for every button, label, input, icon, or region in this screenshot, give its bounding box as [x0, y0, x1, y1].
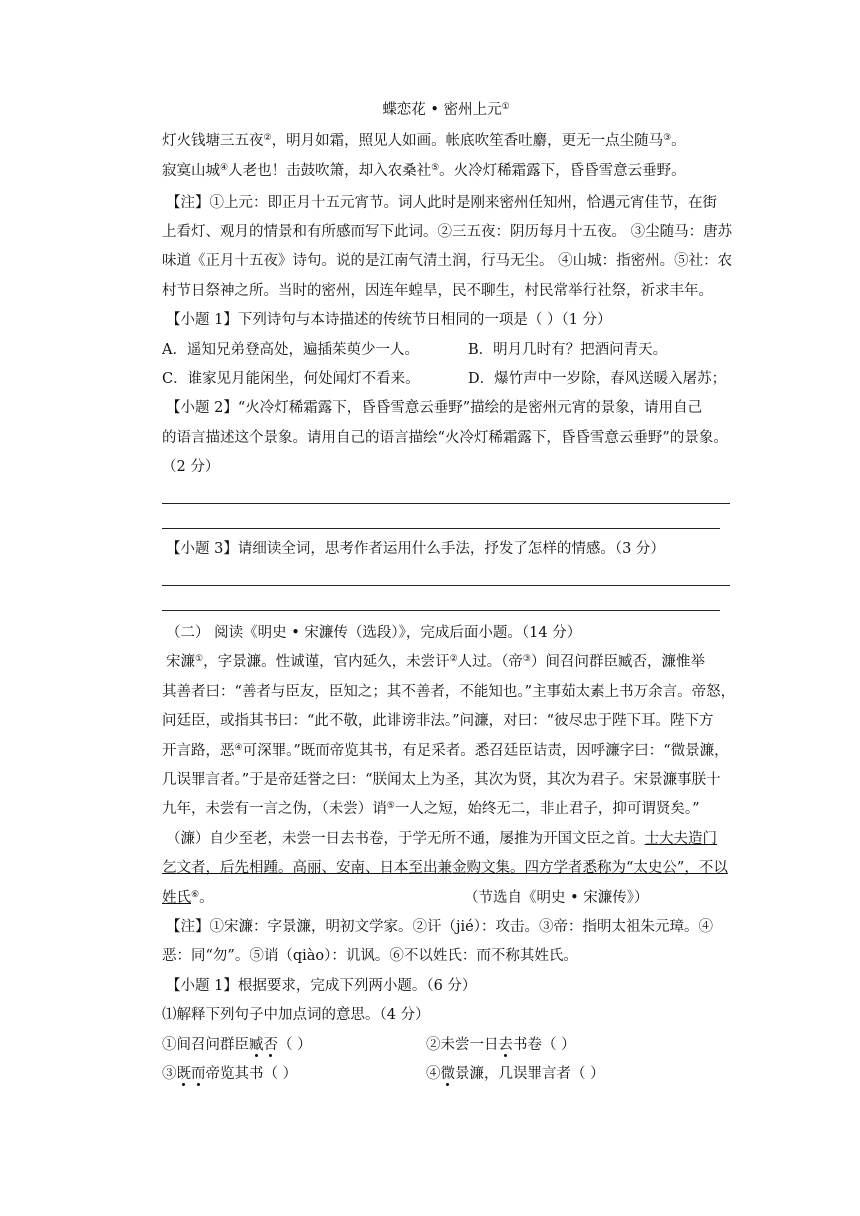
answer-line[interactable] [162, 503, 730, 504]
q1-option-c: C．谁家见月能闲坐，何处闻灯不看来。 [162, 371, 420, 387]
passage-line-5: 几误罪言者。”于是帝廷誉之曰：“朕闻太上为圣，其次为贤，其次为君子。宋景濂事朕十 [162, 772, 721, 788]
note1-line-1: 【注】①上元：即正月十五元宵节。词人此时是刚来密州任知州，恰遇元宵佳节，在街 [166, 195, 717, 211]
answer-line[interactable] [162, 610, 720, 611]
passage-line-9: 姓氏⑥。 [162, 890, 214, 906]
poem-line-2: 寂寞山城④人老也！击鼓吹箫，却入农桑社⑤。火冷灯稀霜露下，昏昏雪意云垂野。 [162, 163, 686, 179]
q1-option-b: B．明月几时有？把酒问青天。 [468, 342, 668, 358]
answer-line[interactable] [162, 585, 730, 586]
note1-line-3: 味道《正月十五夜》诗句。说的是江南气清土润，行马无尘。 ④山城：指密州。⑤社：农 [162, 253, 733, 269]
sq1-item-2: ②未尝一日去书卷（ ） [426, 1037, 576, 1053]
passage-line-3: 问廷臣，或指其书曰：“此不敬，此诽谤非法。”问濂，对曰：“彼尽忠于陛下耳。陛下方 [162, 713, 714, 729]
answer-line[interactable] [162, 528, 720, 529]
poem-title: 蝶恋花 • 密州上元① [382, 102, 510, 118]
passage-line-6: 九年，未尝有一言之伪，（未尝）诮⑤一人之短，始终无二，非止君子，抑可谓贤矣。” [162, 801, 700, 817]
note2-line-2: 恶：同“勿”。⑤诮（qiào）：讥讽。⑥不以姓氏：而不称其姓氏。 [162, 948, 578, 964]
sq1-sub: ⑴解释下列句子中加点词的意思。（4 分） [162, 1007, 430, 1023]
note1-line-4: 村节日祭神之所。当时的密州，因连年蝗旱，民不聊生，村民常举行社祭，祈求丰年。 [162, 283, 713, 299]
passage-line-4: 开言路，恶④可深罪。”既而帝览其书，有足采者。悉召廷臣诘责，因呼濂字曰：“微景濂， [162, 743, 729, 759]
sq1-stem: 【小题 1】根据要求，完成下列两小题。（6 分） [166, 978, 477, 994]
passage-line-1: 宋濂①，字景濂。性诚谨，官内延久，未尝讦②人过。（帝③）间召问群臣臧否，濂惟举 [166, 654, 705, 670]
sq1-item-3: ③既而帝览其书（ ） [162, 1066, 298, 1082]
passage-line-7: （濂）自少至老，未尝一日去书卷，于学无所不通，屡推为开国文臣之首。士大夫造门 [166, 831, 717, 847]
passage-source: （节选自《明史 • 宋濂传》） [464, 890, 649, 906]
passage-line-2: 其善者曰：“善者与臣友，臣知之；其不善者，不能知也。”主事茹太素上书万余言。帝怒， [162, 684, 736, 700]
q1-option-d: D．爆竹声中一岁除，春风送暖入屠苏； [468, 371, 727, 387]
q2-line-2: 的语言描述这个景象。请用自己的语言描绘“火冷灯稀霜露下，昏昏雪意云垂野”的景象。 [162, 430, 728, 446]
q2-line-1: 【小题 2】“火冷灯稀霜露下，昏昏雪意云垂野”描绘的是密州元宵的景象，请用自己 [166, 400, 703, 416]
poem-line-1: 灯火钱塘三五夜②，明月如霜，照见人如画。帐底吹笙香吐麝，更无一点尘随马③。 [162, 133, 686, 149]
sq1-item-4: ④微景濂，几误罪言者（ ） [426, 1066, 605, 1082]
q2-line-3: （2 分） [162, 459, 220, 475]
note1-line-2: 上看灯、观月的情景和有所感而写下此词。②三五夜：阴历每月十五夜。 ③尘随马：唐苏 [162, 224, 733, 240]
passage-line-8: 乞文者，后先相踵。高丽、安南、日本至出兼金购文集。四方学者悉称为“太史公”，不以 [162, 860, 728, 876]
q1-stem: 【小题 1】下列诗句与本诗描述的传统节日相同的一项是（ ）（1 分） [166, 312, 612, 328]
note2-line-1: 【注】①宋濂：字景濂，明初文学家。②讦（jié）：攻击。③帝：指明太祖朱元璋。④ [166, 919, 713, 935]
q3-stem: 【小题 3】请细读全词，思考作者运用什么手法，抒发了怎样的情感。（3 分） [166, 541, 665, 557]
q1-option-a: A．遥知兄弟登高处，遍插茱萸少一人。 [162, 342, 419, 358]
part2-header: （二） 阅读《明史 • 宋濂传（选段）》，完成后面小题。（14 分） [166, 625, 582, 641]
sq1-item-1: ①间召问群臣臧否（ ） [162, 1037, 312, 1053]
